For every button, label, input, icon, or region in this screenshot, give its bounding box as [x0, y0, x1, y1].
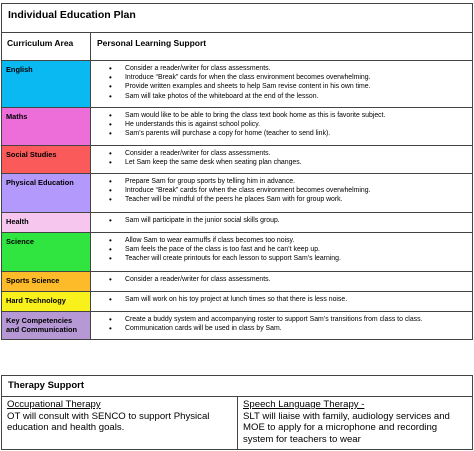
support-list [91, 275, 468, 284]
list-item: • Consider a reader/writer for class assessments. [91, 275, 468, 284]
table-row [2, 292, 473, 312]
occupational-therapy-text: OT will consult with SENCO to support Physical education and health goals. [7, 410, 210, 433]
support-list [91, 64, 468, 101]
support-list [91, 295, 468, 304]
list-item: • Teacher will be mindful of the peers he places Sam with for group work. [91, 195, 468, 204]
support-cell [91, 292, 473, 312]
curriculum-area-cell: Hard Technology [2, 292, 91, 312]
list-item: • Introduce “Break” cards for when the class environment becomes overwhelming. [91, 186, 468, 195]
list-item: • Let Sam keep the same desk when seating plan changes. [91, 158, 468, 167]
speech-therapy-text: SLT will liaise with family, audiology services and MOE to apply for a microphone and recording system for teachers to wear [243, 410, 450, 445]
curriculum-area-cell: Maths [2, 108, 91, 146]
list-item: • Prepare Sam for group sports by telling him in advance. [91, 177, 468, 186]
speech-therapy-title: Speech Language Therapy - [243, 399, 365, 410]
list-item: • Consider a reader/writer for class assessments. [91, 149, 468, 158]
speech-therapy-section [238, 397, 472, 449]
list-item: • Allow Sam to wear earmuffs if class becomes too noisy. [91, 236, 468, 245]
list-item: • Communication cards will be used in class by Sam. [91, 324, 468, 333]
support-list [91, 177, 468, 205]
list-item: • Sam will take photos of the whiteboard at the end of the lesson. [91, 92, 468, 101]
occupational-therapy-title: Occupational Therapy [7, 399, 101, 410]
header-curriculum-area: Curriculum Area [2, 33, 91, 61]
table-row [2, 312, 473, 340]
curriculum-area-cell: Social Studies [2, 146, 91, 174]
support-cell [91, 146, 473, 174]
table-row [2, 108, 473, 146]
iep-table [1, 3, 473, 340]
list-item: • Provide written examples and sheets to help Sam revise content in his own time. [91, 82, 468, 91]
support-cell [91, 312, 473, 340]
table-row [2, 213, 473, 233]
support-list [91, 216, 468, 225]
table-row [2, 233, 473, 272]
curriculum-area-cell: Health [2, 213, 91, 233]
list-item: • Introduce “Break” cards for when the class environment becomes overwhelming. [91, 73, 468, 82]
header-personal-learning-support: Personal Learning Support [91, 33, 473, 61]
list-item: • Sam would like to be able to bring the class text book home as this is favorite subject. [91, 111, 468, 120]
table-row [2, 174, 473, 213]
list-item: • He understands this is against school policy. [91, 120, 468, 129]
list-item: • Consider a reader/writer for class assessments. [91, 64, 468, 73]
support-cell [91, 174, 473, 213]
support-cell [91, 108, 473, 146]
list-item: • Sam feels the pace of the class is too fast and he can’t keep up. [91, 245, 468, 254]
support-list [91, 315, 468, 333]
table-row [2, 61, 473, 108]
table-row [2, 146, 473, 174]
support-list [91, 236, 468, 264]
list-item: • Sam will work on his toy project at lunch times so that there is less noise. [91, 295, 468, 304]
support-cell [91, 61, 473, 108]
list-item: • Sam’s parents will purchase a copy for home (teacher to send link). [91, 129, 468, 138]
list-item: • Teacher will create printouts for each lesson to support Sam’s learning. [91, 254, 468, 263]
therapy-support-box [1, 375, 473, 450]
curriculum-area-cell: English [2, 61, 91, 108]
curriculum-area-cell: Science [2, 233, 91, 272]
plan-title: Individual Education Plan [2, 4, 473, 33]
support-cell [91, 213, 473, 233]
therapy-support-heading: Therapy Support [2, 376, 472, 397]
support-list [91, 149, 468, 167]
list-item: • Sam will participate in the junior social skills group. [91, 216, 468, 225]
curriculum-area-cell: Key Competencies and Communication [2, 312, 91, 340]
occupational-therapy-section [2, 397, 238, 449]
curriculum-area-cell: Sports Science [2, 272, 91, 292]
support-cell [91, 233, 473, 272]
table-row [2, 272, 473, 292]
curriculum-area-cell: Physical Education [2, 174, 91, 213]
support-list [91, 111, 468, 139]
support-cell [91, 272, 473, 292]
list-item: • Create a buddy system and accompanying roster to support Sam’s transitions from class to class. [91, 315, 468, 324]
